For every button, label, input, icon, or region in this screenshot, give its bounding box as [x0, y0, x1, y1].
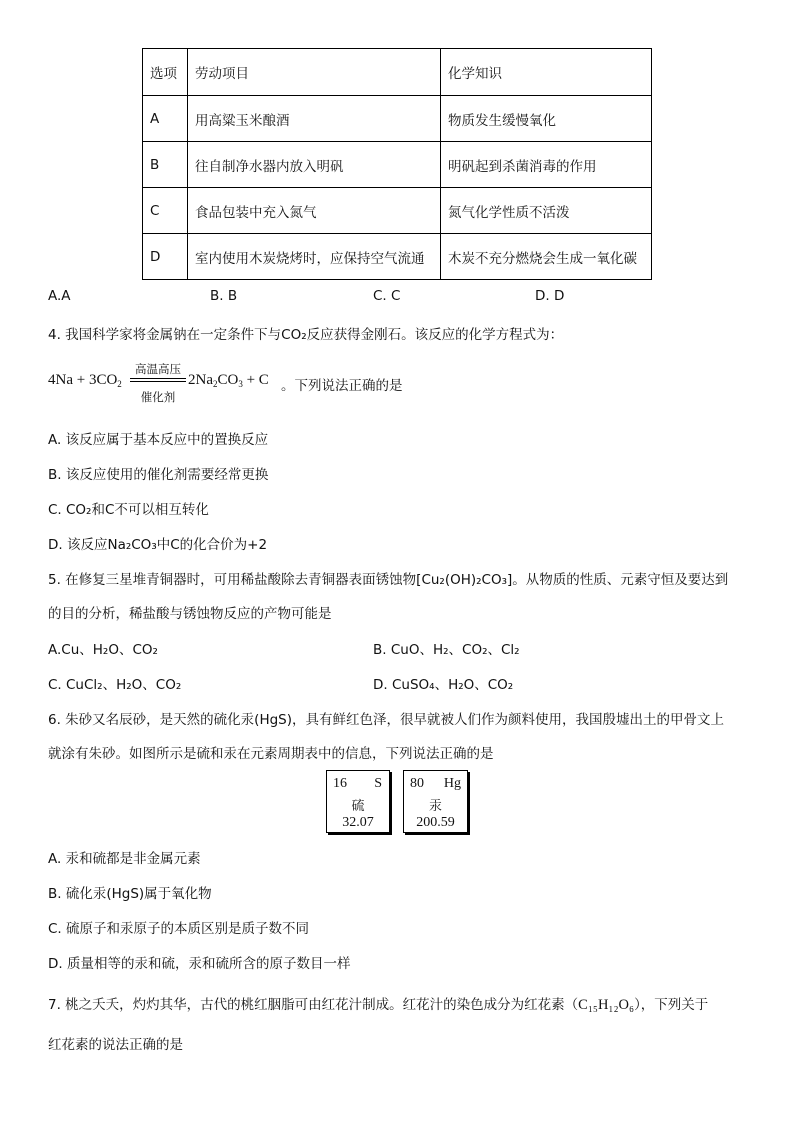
q5-option-b: B. CuO、H₂、CO₂、Cl₂ — [373, 642, 520, 658]
q7-formula: C₁₅H₁₂O₆ — [578, 997, 635, 1013]
table-row — [143, 188, 652, 234]
table-cell: A — [143, 96, 188, 142]
options-table — [142, 48, 652, 280]
atomic-number: 80 — [410, 776, 424, 791]
table-cell: 食品包装中充入氮气 — [188, 188, 441, 234]
table-row — [143, 234, 652, 280]
table-cell: 室内使用木炭烧烤时，应保持空气流通 — [188, 234, 441, 280]
table-cell: 物质发生缓慢氧化 — [441, 96, 652, 142]
table-cell: 氮气化学性质不活泼 — [441, 188, 652, 234]
q6-option-a: A. 汞和硫都是非金属元素 — [48, 851, 201, 867]
q4-condition-bottom: 催化剂 — [140, 390, 176, 404]
q5-option-d: D. CuSO₄、H₂O、CO₂ — [373, 677, 514, 693]
q6-option-b: B. 硫化汞(HgS)属于氧化物 — [48, 886, 212, 902]
atomic-mass: 200.59 — [416, 815, 455, 830]
q5-option-a: A.Cu、H₂O、CO₂ — [48, 642, 158, 658]
table-row — [143, 142, 652, 188]
element-name: 汞 — [428, 799, 442, 814]
q7-stem-line2: 红花素的说法正确的是 — [48, 1037, 183, 1053]
periodic-cell-sulfur — [326, 770, 390, 833]
atomic-mass: 32.07 — [342, 815, 374, 830]
q4-option-b: B. 该反应使用的催化剂需要经常更换 — [48, 467, 269, 483]
q6-option-d: D. 质量相等的汞和硫，汞和硫所含的原子数目一样 — [48, 956, 351, 972]
q7-stem-line1: 7. 桃之夭夭，灼灼其华，古代的桃红胭脂可由红花汁制成。红花汁的染色成分为红花素（C₁₅H₁₂O₆），下列关于 — [48, 997, 709, 1013]
q5-stem-line1: 5. 在修复三星堆青铜器时，可用稀盐酸除去青铜器表面锈蚀物[Cu₂(OH)₂CO₃]。从物质的性质、元素守恒及要达到 — [48, 572, 729, 588]
q4-equation-left: $4Na + 3CO_2$ — [48, 372, 122, 389]
q4-stem: 4. 我国科学家将金属钠在一定条件下与CO₂反应获得金刚石。该反应的化学方程式为： — [48, 327, 564, 343]
q4-option-d: D. 该反应Na₂CO₃中C的化合价为+2 — [48, 537, 268, 553]
element-symbol: S — [374, 776, 382, 791]
q6-option-c: C. 硫原子和汞原子的本质区别是质子数不同 — [48, 921, 310, 937]
table-header-row — [143, 49, 652, 96]
q4-option-c: C. CO₂和C不可以相互转化 — [48, 502, 209, 518]
q3-option-a: A.A — [48, 288, 71, 304]
atomic-number: 16 — [333, 776, 347, 791]
q4-reaction-bar — [130, 381, 186, 382]
table-cell: 明矾起到杀菌消毒的作用 — [441, 142, 652, 188]
q3-option-b: B. B — [210, 288, 238, 304]
table-cell: B — [143, 142, 188, 188]
q5-option-c: C. CuCl₂、H₂O、CO₂ — [48, 677, 182, 693]
q4-reaction-bar — [130, 378, 186, 379]
q4-stem-tail: 。下列说法正确的是 — [281, 378, 403, 394]
q4-equation-right: $2Na_2CO_3 + C$ — [188, 372, 269, 389]
q3-option-c: C. C — [373, 288, 401, 304]
table-header-cell: 劳动项目 — [188, 49, 441, 96]
table-cell: 往自制净水器内放入明矾 — [188, 142, 441, 188]
table-cell: C — [143, 188, 188, 234]
periodic-cell-mercury — [403, 770, 468, 833]
q6-stem-line2: 就涂有朱砂。如图所示是硫和汞在元素周期表中的信息，下列说法正确的是 — [48, 746, 494, 762]
table-header-cell: 选项 — [143, 49, 188, 96]
table-header-cell: 化学知识 — [441, 49, 652, 96]
element-symbol: Hg — [443, 776, 461, 791]
q6-stem-line1: 6. 朱砂又名辰砂，是天然的硫化汞(HgS)，具有鲜红色泽，很早就被人们作为颜料使用，我国殷墟出土的甲骨文上 — [48, 712, 724, 728]
q4-option-a: A. 该反应属于基本反应中的置换反应 — [48, 432, 269, 448]
q5-stem-line2: 的目的分析，稀盐酸与锈蚀物反应的产物可能是 — [48, 606, 332, 622]
table-row — [143, 96, 652, 142]
q4-condition-top: 高温高压 — [135, 362, 181, 376]
q3-option-d: D. D — [535, 288, 565, 304]
table-cell: D — [143, 234, 188, 280]
table-cell: 木炭不充分燃烧会生成一氧化碳 — [441, 234, 652, 280]
element-name: 硫 — [351, 799, 365, 814]
table-cell: 用高粱玉米酿酒 — [188, 96, 441, 142]
